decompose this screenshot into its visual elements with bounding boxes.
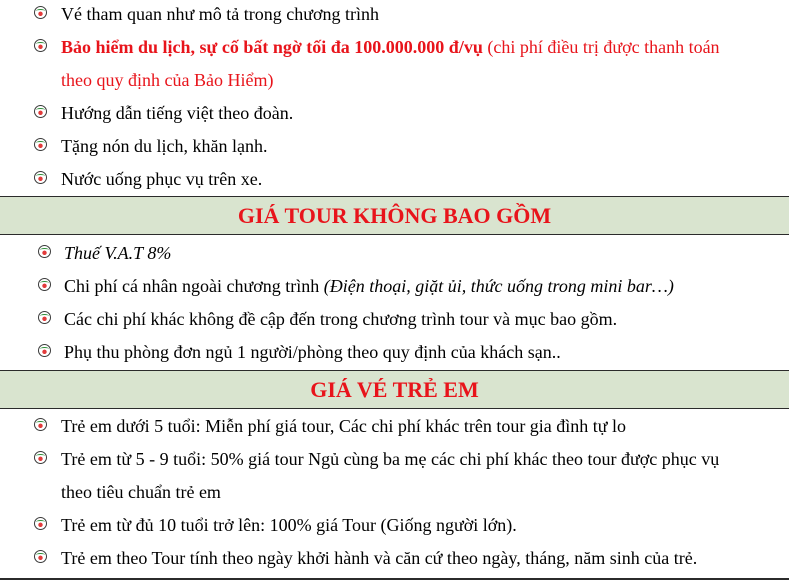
bullet-emblem-icon [34,6,47,19]
bullet-emblem-icon [34,138,47,151]
item-text: Các chi phí khác không đề cập đến trong chương trình tour và mục bao gồm. [64,309,618,329]
insurance-bold-text: Bảo hiểm du lịch, sự cố bất ngờ tối đa 100.000.000 đ/vụ [61,37,483,57]
included-item [0,163,789,196]
item-text: Trẻ em theo Tour tính theo ngày khởi hành và căn cứ theo ngày, tháng, năm sinh của trẻ. [61,548,698,568]
included-item-insurance [0,31,789,64]
item-text: Chi phí cá nhân ngoài chương trình [64,276,324,296]
bullet-emblem-icon [34,39,47,52]
item-text: Vé tham quan như mô tả trong chương trình [61,4,379,24]
item-continuation: theo tiêu chuẩn trẻ em [61,482,221,502]
bullet-emblem-icon [34,550,47,563]
bullet-emblem-icon [34,171,47,184]
insurance-continuation: theo quy định của Bảo Hiểm) [61,70,274,90]
bullet-emblem-icon [34,105,47,118]
bottom-rule [0,578,789,580]
item-text: Trẻ em từ 5 - 9 tuổi: 50% giá tour Ngủ cùng ba mẹ các chi phí khác theo tour được phục vụ [61,449,720,469]
excluded-heading: GIÁ TOUR KHÔNG BAO GỒM [0,196,789,235]
item-text: Trẻ em từ đủ 10 tuổi trở lên: 100% giá Tour (Giống người lớn). [61,515,517,535]
item-italic-text: (Điện thoại, giặt ủi, thức uống trong mini bar…) [323,276,674,296]
bullet-emblem-icon [34,517,47,530]
excluded-item [0,237,789,270]
children-item-continuation [0,476,789,509]
item-text: Nước uống phục vụ trên xe. [61,169,263,189]
insurance-text: (chi phí điều trị được thanh toán [482,37,720,57]
bullet-emblem-icon [34,451,47,464]
bullet-emblem-icon [38,278,51,291]
item-text: Thuế V.A.T 8% [64,243,172,263]
item-text: Phụ thu phòng đơn ngủ 1 người/phòng theo quy định của khách sạn.. [64,342,561,362]
item-text: Trẻ em dưới 5 tuổi: Miễn phí giá tour, Các chi phí khác trên tour gia đình tự lo [61,416,627,436]
bullet-emblem-icon [38,245,51,258]
children-item [0,509,789,542]
bullet-emblem-icon [38,344,51,357]
excluded-item [0,270,789,303]
excluded-item [0,303,789,336]
children-heading: GIÁ VÉ TRẺ EM [0,370,789,409]
excluded-item [0,336,789,369]
included-item [0,97,789,130]
children-item [0,443,789,476]
included-item [0,0,789,31]
children-item [0,410,789,443]
included-item-continuation [0,64,789,97]
bullet-emblem-icon [38,311,51,324]
included-item [0,130,789,163]
bullet-emblem-icon [34,418,47,431]
item-text: Tặng nón du lịch, khăn lạnh. [61,136,268,156]
children-item [0,542,789,575]
item-text: Hướng dẫn tiếng việt theo đoàn. [61,103,294,123]
